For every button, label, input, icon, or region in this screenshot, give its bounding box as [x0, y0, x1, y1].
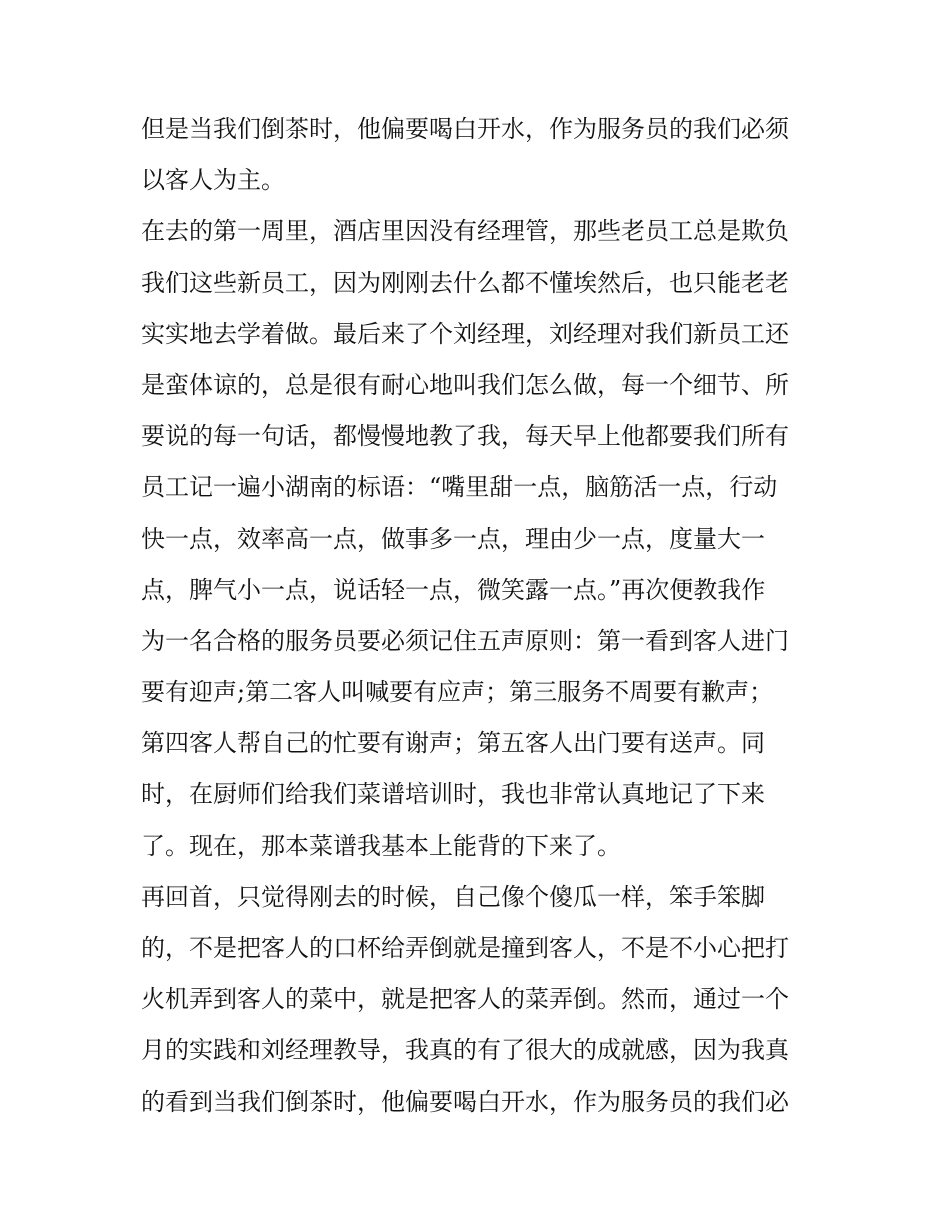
text-line: 以客人为主。: [141, 166, 285, 195]
text-line: 再回首，只觉得刚去的时候，自己像个傻瓜一样，笨手笨脚: [141, 882, 765, 911]
body-text: [141, 104, 821, 1128]
text-line: 在去的第一周里，酒店里因没有经理管，那些老员工总是欺负: [141, 217, 789, 246]
text-line: 第四客人帮自己的忙要有谢声；第五客人出门要有送声。同: [141, 729, 765, 758]
text-line: 为一名合格的服务员要必须记住五声原则：第一看到客人进门: [141, 626, 789, 655]
text-line: 我们这些新员工，因为刚刚去什么都不懂埃然后，也只能老老: [141, 268, 789, 297]
text-line: 是蛮体谅的，总是很有耐心地叫我们怎么做，每一个细节、所: [141, 370, 789, 399]
text-line: 要有迎声;第二客人叫喊要有应声；第三服务不周要有歉声；: [141, 678, 774, 707]
text-line: 时，在厨师们给我们菜谱培训时，我也非常认真地记了下来: [141, 780, 765, 809]
text-line: 火机弄到客人的菜中，就是把客人的菜弄倒。然而，通过一个: [141, 985, 789, 1014]
text-line: 月的实践和刘经理教导，我真的有了很大的成就感，因为我真: [141, 1036, 789, 1065]
text-line: 实实地去学着做。最后来了个刘经理，刘经理对我们新员工还: [141, 319, 789, 348]
text-line: 要说的每一句话，都慢慢地教了我，每天早上他都要我们所有: [141, 422, 789, 451]
text-line: 但是当我们倒茶时，他偏要喝白开水，作为服务员的我们必须: [141, 115, 789, 143]
text-line: 点，脾气小一点，说话轻一点，微笑露一点。”再次便教我作: [141, 575, 766, 604]
text-line: 快一点，效率高一点，做事多一点，理由少一点，度量大一: [141, 524, 765, 553]
text-line: 的看到当我们倒茶时，他偏要喝白开水，作为服务员的我们必: [141, 1087, 789, 1116]
text-line: 的，不是把客人的口杯给弄倒就是撞到客人，不是不小心把打: [141, 934, 789, 962]
text-line: 员工记一遍小湖南的标语：“嘴里甜一点，脑筋活一点，行动: [141, 473, 778, 502]
text-line: 了。现在，那本菜谱我基本上能背的下来了。: [141, 831, 621, 860]
